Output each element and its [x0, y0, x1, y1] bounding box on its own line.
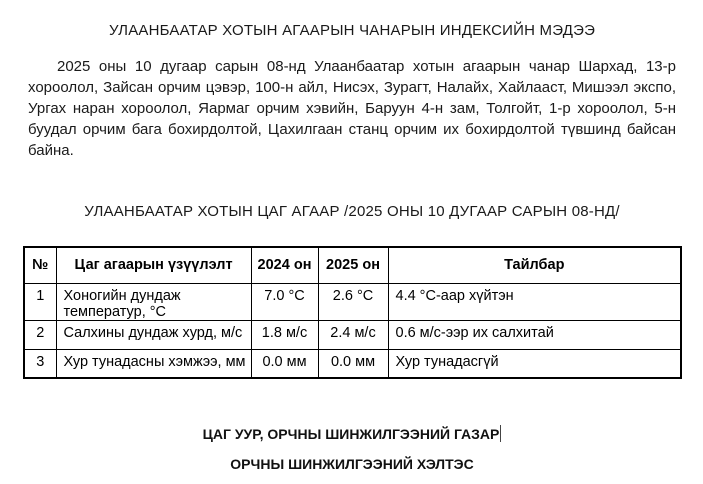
footer-agency-text: ЦАГ УУР, ОРЧНЫ ШИНЖИЛГЭЭНИЙ ГАЗАР — [202, 426, 500, 442]
document-footer — [28, 425, 676, 472]
row-value-2025: 2.4 м/с — [318, 320, 388, 349]
air-quality-summary-paragraph: 2025 оны 10 дугаар сарын 08-нд Улаанбаатар хотын агаарын чанар Шархад, 13-р хороолол, Зайсан орчим цэвэр, 100-н айл, Нисэх, Зурагт, Налайх, Хайлааст, Мишээл экспо, Ургах наран хороолол, Яармаг орчим хэвийн, Баруун 4-н зам, Толгойт, 1-р хороолол, 5-н буудал орчим бага бохирдолтой, Цахилгаан станц орчим их бохирдолтой түвшинд байсан байна. — [28, 58, 676, 159]
header-note: Тайлбар — [388, 247, 681, 283]
weather-section-heading: УЛААНБААТАР ХОТЫН ЦАГ АГААР /2025 ОНЫ 10 ДУГААР САРЫН 08-НД/ — [84, 203, 620, 220]
footer-agency-line — [28, 425, 676, 442]
weather-comparison-table — [23, 246, 682, 379]
row-value-2024: 1.8 м/с — [251, 320, 318, 349]
header-year-2024: 2024 он — [251, 247, 318, 283]
document-title: УЛААНБААТАР ХОТЫН АГААРЫН ЧАНАРЫН ИНДЕКСИЙН МЭДЭЭ — [108, 22, 596, 39]
row-note: 0.6 м/с-ээр их салхитай — [388, 320, 681, 349]
row-number: 1 — [24, 283, 56, 320]
table-header-row — [24, 247, 681, 283]
header-number: № — [24, 247, 56, 283]
row-indicator: Хоногийн дундаж температур, °С — [56, 283, 251, 320]
row-value-2024: 7.0 °С — [251, 283, 318, 320]
row-number: 3 — [24, 349, 56, 378]
header-year-2025: 2025 он — [318, 247, 388, 283]
table-row — [24, 349, 681, 378]
row-value-2025: 0.0 мм — [318, 349, 388, 378]
row-note: Хур тунадасгүй — [388, 349, 681, 378]
row-value-2024: 0.0 мм — [251, 349, 318, 378]
footer-department-line: ОРЧНЫ ШИНЖИЛГЭЭНИЙ ХЭЛТЭС — [230, 456, 474, 472]
row-indicator: Салхины дундаж хурд, м/с — [56, 320, 251, 349]
row-number: 2 — [24, 320, 56, 349]
row-value-2025: 2.6 °С — [318, 283, 388, 320]
header-indicator: Цаг агаарын үзүүлэлт — [56, 247, 251, 283]
text-cursor-caret — [500, 425, 501, 442]
table-row — [24, 283, 681, 320]
row-note: 4.4 °С-аар хүйтэн — [388, 283, 681, 320]
table-row — [24, 320, 681, 349]
row-indicator: Хур тунадасны хэмжээ, мм — [56, 349, 251, 378]
